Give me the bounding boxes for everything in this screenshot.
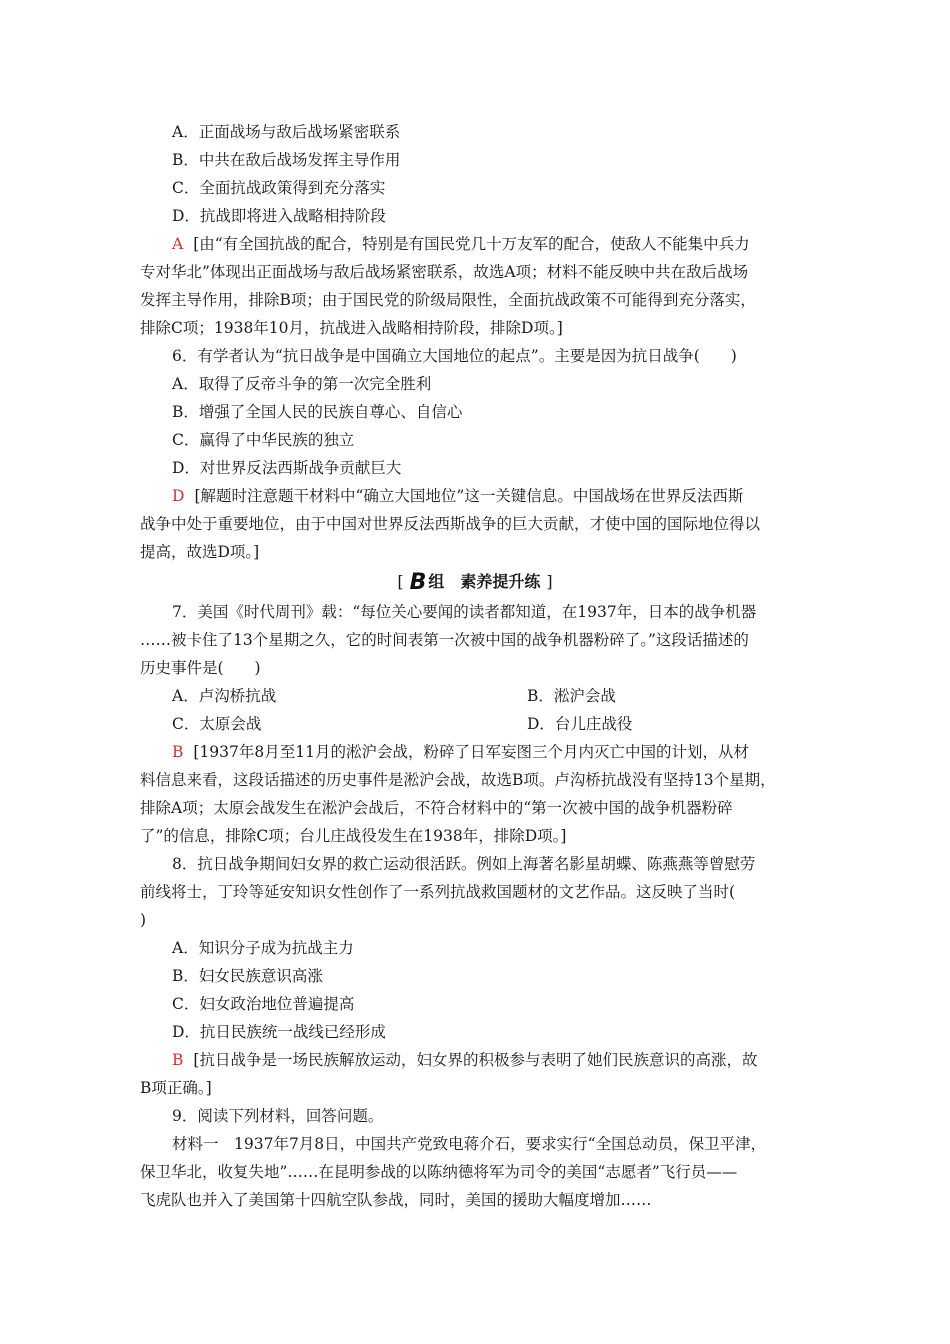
- q6-stem: 6．有学者认为“抗日战争是中国确立大国地位的起点”。主要是因为抗日战争( ): [172, 347, 737, 365]
- q7-stem-3: 历史事件是( ): [140, 659, 261, 677]
- q8-stem-2: 前线将士，丁玲等延安知识女性创作了一系列抗战救国题材的文艺作品。这反映了当时(: [140, 883, 736, 901]
- q6-option-b: B．增强了全国人民的民族自尊心、自信心: [172, 403, 463, 421]
- q7-options-row-1: [172, 682, 820, 710]
- q7-option-b: B．淞沪会战: [527, 687, 616, 705]
- section-b-badge: B: [409, 570, 427, 595]
- q8-option-b: B．妇女民族意识高涨: [172, 967, 323, 985]
- q8-explanation-2: B项正确。]: [140, 1079, 212, 1097]
- q6-option-c: C．赢得了中华民族的独立: [172, 431, 355, 449]
- q5-explanation-1: [由“有全国抗战的配合，特别是有国民党几十万友军的配合，使敌人不能集中兵力: [193, 235, 750, 253]
- q8-option-c: C．妇女政治地位普遍提高: [172, 995, 355, 1013]
- q8-answer-letter: B: [172, 1051, 184, 1069]
- q7-option-a: A．卢沟桥抗战: [172, 687, 277, 705]
- q5-answer-letter: A: [172, 235, 184, 253]
- q7-stem-2: ……被卡住了13个星期之久，它的时间表第一次被中国的战争机器粉碎了。”这段话描述的: [140, 631, 749, 649]
- q9-material-1: 材料一 1937年7月8日，中国共产党致电蒋介石，要求实行“全国总动员，保卫平津，: [172, 1135, 767, 1153]
- section-bracket-left: [: [397, 572, 404, 591]
- q7-explanation-4: 了”的信息，排除C项；台儿庄战役发生在1938年，排除D项。]: [140, 827, 567, 845]
- section-bracket-right: ]: [546, 572, 553, 591]
- q5-answer-line: [172, 230, 820, 258]
- q5-option-c: C．全面抗战政策得到充分落实: [172, 179, 386, 197]
- q5-explanation-3: 发挥主导作用，排除B项；由于国民党的阶级局限性，全面抗战政策不可能得到充分落实，: [140, 291, 756, 309]
- q7-stem-1: 7．美国《时代周刊》载：“每位关心要闻的读者都知道，在1937年，日本的战争机器: [172, 603, 757, 621]
- q5-option-a: A．正面战场与敌后战场紧密联系: [172, 123, 401, 141]
- q7-explanation-2: 料信息来看，这段话描述的历史事件是淞沪会战，故选B项。卢沟桥抗战没有坚持13个星期，: [140, 771, 776, 789]
- q8-stem-3: ): [140, 911, 147, 929]
- q6-option-a: A．取得了反帝斗争的第一次完全胜利: [172, 375, 432, 393]
- q8-stem-1: 8．抗日战争期间妇女界的救亡运动很活跃。例如上海著名影星胡蝶、陈燕燕等曾慰劳: [172, 855, 756, 873]
- q5-option-d: D．抗战即将进入战略相持阶段: [172, 207, 386, 225]
- q7-answer-letter: B: [172, 743, 184, 761]
- q5-explanation-4: 排除C项；1938年10月，抗战进入战略相持阶段，排除D项。]: [140, 319, 563, 337]
- q9-material-2: 保卫华北，收复失地”……在昆明参战的以陈纳德将军为司令的美国“志愿者”飞行员——: [140, 1163, 738, 1181]
- q6-explanation-1: [解题时注意题干材料中“确立大国地位”这一关键信息。中国战场在世界反法西斯: [194, 487, 744, 505]
- q7-options-row-2: [172, 710, 820, 738]
- q5-option-b: B．中共在敌后战场发挥主导作用: [172, 151, 401, 169]
- q7-option-c: C．太原会战: [172, 715, 262, 733]
- q6-explanation-2: 战争中处于重要地位，由于中国对世界反法西斯战争的巨大贡献，才使中国的国际地位得以: [140, 515, 761, 533]
- q7-option-d: D．台儿庄战役: [527, 715, 633, 733]
- q7-explanation-3: 排除A项；太原会战发生在淞沪会战后，不符合材料中的“第一次被中国的战争机器粉碎: [140, 799, 733, 817]
- q8-explanation-1: [抗日战争是一场民族解放运动，妇女界的积极参与表明了她们民族意识的高涨，故: [193, 1051, 758, 1069]
- q6-answer-letter: D: [172, 487, 185, 505]
- q8-answer-line: [172, 1046, 820, 1074]
- q9-material-3: 飞虎队也并入了美国第十四航空队参战，同时，美国的援助大幅度增加……: [140, 1191, 652, 1209]
- q7-answer-line: [172, 738, 820, 766]
- q7-explanation-1: [1937年8月至11月的淞沪会战，粉碎了日军妄图三个月内灭亡中国的计划，从材: [193, 743, 749, 761]
- section-b-label: 组 素养提升练: [428, 572, 541, 591]
- q8-option-a: A．知识分子成为抗战主力: [172, 939, 354, 957]
- q9-stem: 9．阅读下列材料，回答问题。: [172, 1107, 384, 1125]
- q6-option-d: D．对世界反法西斯战争贡献巨大: [172, 459, 402, 477]
- section-b-header: [0, 568, 950, 597]
- q6-answer-line: [172, 482, 820, 510]
- q6-explanation-3: 提高，故选D项。]: [140, 543, 260, 561]
- q5-explanation-2: 专对华北”体现出正面战场与敌后战场紧密联系，故选A项；材料不能反映中共在敌后战场: [140, 263, 749, 281]
- q8-option-d: D．抗日民族统一战线已经形成: [172, 1023, 386, 1041]
